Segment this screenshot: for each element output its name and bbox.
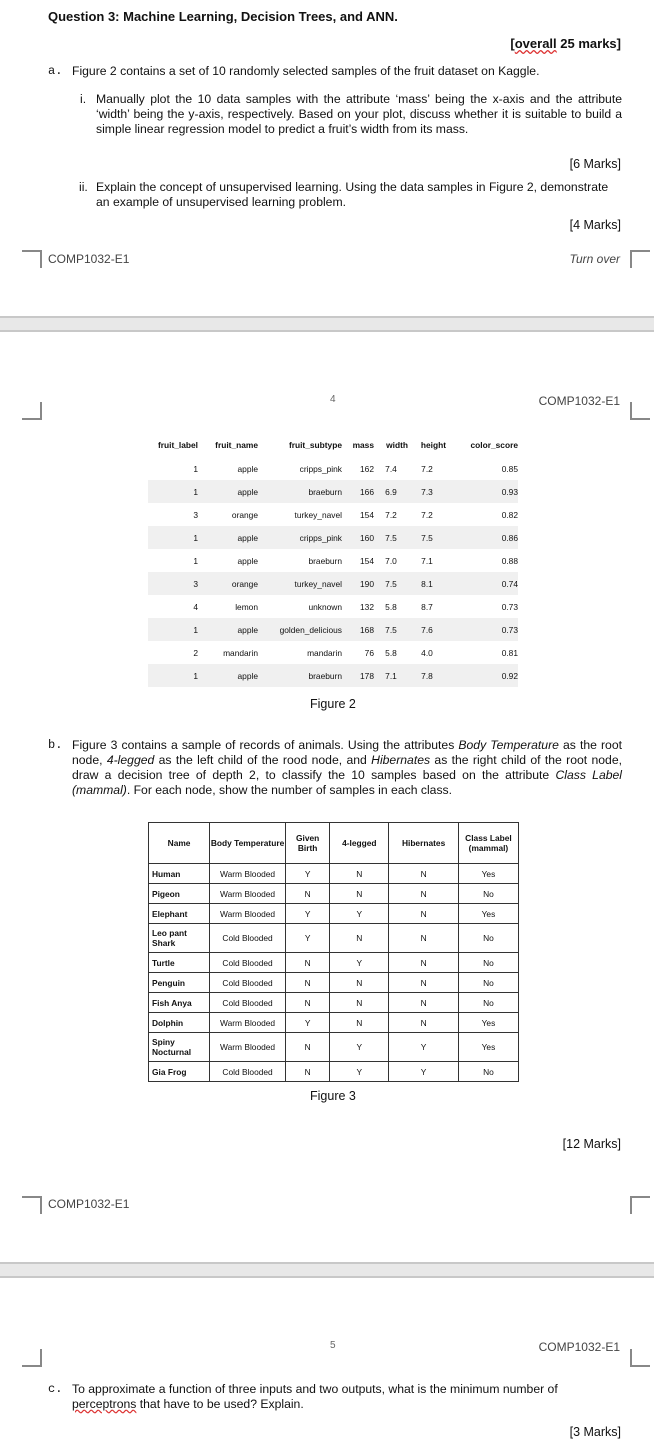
animal-table-cell: No bbox=[458, 953, 518, 973]
animal-table-row bbox=[149, 953, 519, 973]
fruit-table-cell: 162 bbox=[360, 463, 374, 474]
fruit-table-cell: turkey_navel bbox=[294, 509, 342, 520]
animal-table-cell: Yes bbox=[458, 864, 518, 884]
animal-table-cell: Y bbox=[286, 1013, 330, 1033]
animal-table-cell: No bbox=[458, 1062, 518, 1082]
fruit-table-row bbox=[148, 618, 518, 641]
fruit-table-cell: 0.81 bbox=[501, 647, 518, 658]
page-corner-mark bbox=[22, 402, 42, 420]
fruit-table-cell: 0.73 bbox=[446, 618, 518, 641]
part-c-marks: [3 Marks] bbox=[569, 1425, 621, 1439]
fruit-table-row bbox=[148, 572, 518, 595]
figure2-caption: Figure 2 bbox=[310, 697, 356, 711]
part-a-i-marks: [6 Marks] bbox=[569, 157, 621, 171]
attr-class-label: Class Label (mammal) bbox=[72, 768, 622, 797]
animal-table-cell: Y bbox=[330, 1062, 389, 1082]
fruit-table-cell: 190 bbox=[342, 572, 374, 595]
page-number: 5 bbox=[330, 1340, 336, 1351]
page-corner-mark bbox=[22, 1349, 42, 1367]
animal-table-header bbox=[149, 823, 519, 864]
fruit-table-cell: orange bbox=[231, 509, 258, 520]
animal-name-cell: Dolphin bbox=[149, 1013, 210, 1033]
fruit-table-cell: 178 bbox=[342, 664, 374, 687]
animal-table-row bbox=[149, 973, 519, 993]
animal-name-cell: Leo pant Shark bbox=[149, 924, 210, 953]
fruit-table-cell: 0.92 bbox=[446, 664, 518, 687]
fruit-table-cell: apple bbox=[237, 555, 258, 566]
part-b-text-segment: . For each node, show the number of samples in each class. bbox=[126, 783, 453, 797]
misspelled-word: perceptrons bbox=[72, 1397, 137, 1411]
part-b-text-segment: as the left child of the rood node, and bbox=[154, 753, 372, 767]
page-separator bbox=[0, 1262, 654, 1278]
animal-table-cell: N bbox=[330, 973, 389, 993]
page-separator bbox=[0, 316, 654, 332]
animal-table-cell: N bbox=[330, 864, 389, 884]
fruit-table-cell: apple bbox=[198, 664, 258, 687]
fruit-table-cell: 6.9 bbox=[374, 480, 408, 503]
animal-table-cell: No bbox=[458, 993, 518, 1013]
animal-data-table bbox=[148, 822, 519, 1082]
animal-name-cell: Turtle bbox=[149, 953, 210, 973]
animal-table-cell: N bbox=[330, 924, 389, 953]
fruit-table-cell: apple bbox=[198, 526, 258, 549]
animal-table-cell: Y bbox=[286, 864, 330, 884]
animal-name-cell: Elephant bbox=[149, 904, 210, 924]
part-b-marks: [12 Marks] bbox=[562, 1137, 621, 1151]
fruit-table-cell: 160 bbox=[342, 526, 374, 549]
page-corner-mark bbox=[22, 250, 42, 268]
fruit-table-cell: 0.74 bbox=[446, 572, 518, 595]
fruit-table-cell: 7.1 bbox=[421, 555, 433, 566]
fruit-table-cell: 7.6 bbox=[408, 618, 446, 641]
col-header: Hibernates bbox=[389, 823, 459, 864]
animal-table-cell: Yes bbox=[458, 904, 518, 924]
part-b-text-segment: as the root node, bbox=[72, 738, 622, 767]
animal-table-cell: No bbox=[458, 884, 518, 904]
page-corner-mark bbox=[630, 1349, 650, 1367]
animal-table-cell: N bbox=[330, 993, 389, 1013]
animal-table-row bbox=[149, 1033, 519, 1062]
part-b-letter: b. bbox=[48, 738, 63, 752]
col-header: width bbox=[386, 440, 408, 450]
col-header: fruit_subtype bbox=[288, 440, 342, 450]
part-b-text-segment: as the right child of the root node, draw a decision tree of depth 2, to classify the 10 samples based on the attribute bbox=[72, 753, 622, 782]
animal-table-row bbox=[149, 993, 519, 1013]
animal-table-cell: Cold Blooded bbox=[210, 924, 286, 953]
page-corner-mark bbox=[630, 1196, 650, 1214]
animal-table-cell: N bbox=[389, 884, 459, 904]
fruit-table-cell: 0.73 bbox=[501, 601, 518, 612]
page-number: 4 bbox=[330, 394, 336, 405]
fruit-table-cell: 1 bbox=[148, 526, 198, 549]
overall-marks: [overall 25 marks] bbox=[510, 36, 621, 51]
part-c-text-segment: To approximate a function of three inputs and two outputs, what is the minimum number of bbox=[72, 1382, 558, 1396]
animal-table-cell: Warm Blooded bbox=[210, 1013, 286, 1033]
fruit-table-cell: 132 bbox=[360, 601, 374, 612]
part-a-ii-text: Explain the concept of unsupervised learning. Using the data samples in Figure 2, demonstrate an example of unsupervised learning problem. bbox=[96, 180, 609, 209]
animal-table-cell: Y bbox=[286, 904, 330, 924]
col-header: 4-legged bbox=[330, 823, 389, 864]
animal-name-cell: Fish Anya bbox=[149, 993, 210, 1013]
animal-table-cell: Warm Blooded bbox=[210, 884, 286, 904]
animal-table-cell: N bbox=[389, 973, 459, 993]
fruit-table-cell: 8.1 bbox=[408, 572, 446, 595]
fruit-data-table bbox=[148, 433, 518, 687]
animal-table-cell: N bbox=[286, 1033, 330, 1062]
fruit-table-row bbox=[148, 526, 518, 549]
question-title: Question 3: Machine Learning, Decision Trees, and ANN. bbox=[48, 9, 398, 24]
fruit-table-cell: 7.5 bbox=[374, 526, 408, 549]
col-header: mass bbox=[352, 440, 374, 450]
fruit-table-cell: 166 bbox=[342, 480, 374, 503]
animal-table-row bbox=[149, 1013, 519, 1033]
fruit-table-cell: mandarin bbox=[307, 647, 342, 658]
fruit-table-cell: 154 bbox=[360, 555, 374, 566]
fruit-table-cell: 7.2 bbox=[421, 463, 433, 474]
turn-over-label: Turn over bbox=[569, 252, 620, 266]
col-header: fruit_label bbox=[157, 440, 198, 450]
col-header: height bbox=[420, 440, 446, 450]
animal-table-row bbox=[149, 884, 519, 904]
animal-table-row bbox=[149, 864, 519, 884]
fruit-table-cell: 7.2 bbox=[421, 509, 433, 520]
fruit-table-cell: 4 bbox=[193, 601, 198, 612]
animal-table-row bbox=[149, 904, 519, 924]
fruit-table-row bbox=[148, 664, 518, 687]
fruit-table-cell: 7.5 bbox=[408, 526, 446, 549]
animal-name-cell: Penguin bbox=[149, 973, 210, 993]
fruit-table-cell: 0.82 bbox=[501, 509, 518, 520]
fruit-table-row bbox=[148, 457, 518, 480]
fruit-table-cell: orange bbox=[198, 572, 258, 595]
animal-table-cell: Y bbox=[286, 924, 330, 953]
fruit-table-cell: 3 bbox=[193, 509, 198, 520]
fruit-table-row bbox=[148, 480, 518, 503]
overall-marks-value: 25 marks bbox=[556, 36, 617, 51]
animal-table-cell: No bbox=[458, 973, 518, 993]
part-a-text: Figure 2 contains a set of 10 randomly selected samples of the fruit dataset on Kaggle. bbox=[72, 64, 540, 78]
fruit-table-cell: braeburn bbox=[308, 555, 342, 566]
animal-table-cell: Warm Blooded bbox=[210, 864, 286, 884]
page-corner-mark bbox=[630, 250, 650, 268]
animal-table-cell: N bbox=[286, 993, 330, 1013]
fruit-table-cell: 1 bbox=[193, 555, 198, 566]
animal-name-cell: Human bbox=[149, 864, 210, 884]
animal-table-cell: Cold Blooded bbox=[210, 973, 286, 993]
animal-table-cell: Cold Blooded bbox=[210, 953, 286, 973]
fruit-table-row bbox=[148, 503, 518, 526]
animal-table-cell: Y bbox=[389, 1033, 459, 1062]
animal-name-cell: Gia Frog bbox=[149, 1062, 210, 1082]
fruit-table-row bbox=[148, 641, 518, 664]
col-header: Class Label (mammal) bbox=[458, 823, 518, 864]
fruit-table-cell: 7.5 bbox=[374, 572, 408, 595]
part-a-ii-marks: [4 Marks] bbox=[569, 218, 621, 232]
fruit-table-cell: 0.85 bbox=[501, 463, 518, 474]
fruit-table-cell: 1 bbox=[148, 480, 198, 503]
fruit-table-cell: 7.4 bbox=[385, 463, 397, 474]
animal-table-cell: Y bbox=[389, 1062, 459, 1082]
fruit-table-cell: lemon bbox=[235, 601, 258, 612]
animal-table-cell: Y bbox=[330, 953, 389, 973]
page2-footer-code: COMP1032-E1 bbox=[48, 1197, 130, 1211]
part-a-letter: a. bbox=[48, 64, 63, 78]
page-corner-mark bbox=[22, 1196, 42, 1214]
col-header: Name bbox=[149, 823, 210, 864]
animal-table-row bbox=[149, 1062, 519, 1082]
part-b-text bbox=[72, 738, 622, 798]
fruit-table-cell: 7.1 bbox=[374, 664, 408, 687]
animal-table-cell: Warm Blooded bbox=[210, 904, 286, 924]
animal-table-cell: N bbox=[286, 884, 330, 904]
fruit-table-cell: 76 bbox=[364, 647, 374, 658]
fruit-table-cell: 3 bbox=[148, 572, 198, 595]
animal-table-cell: N bbox=[389, 953, 459, 973]
animal-name-cell: Spiny Nocturnal bbox=[149, 1033, 210, 1062]
animal-table-cell: Yes bbox=[458, 1033, 518, 1062]
animal-table-cell: N bbox=[389, 924, 459, 953]
fruit-table-row bbox=[148, 549, 518, 572]
fruit-table-cell: 5.8 bbox=[385, 601, 397, 612]
fruit-table-cell: 7.8 bbox=[408, 664, 446, 687]
animal-table-cell: Warm Blooded bbox=[210, 1033, 286, 1062]
animal-table-cell: No bbox=[458, 924, 518, 953]
animal-table-cell: Y bbox=[330, 1033, 389, 1062]
col-header: color_score bbox=[470, 440, 518, 450]
animal-table-cell: N bbox=[389, 1013, 459, 1033]
fruit-table-row bbox=[148, 595, 518, 618]
page1-footer-code: COMP1032-E1 bbox=[48, 252, 130, 266]
animal-table-cell: Cold Blooded bbox=[210, 1062, 286, 1082]
fruit-table-cell: 0.86 bbox=[446, 526, 518, 549]
attr-4-legged: 4-legged bbox=[106, 753, 155, 767]
fruit-table-cell: 154 bbox=[360, 509, 374, 520]
animal-table-cell: N bbox=[286, 973, 330, 993]
fruit-table-cell: apple bbox=[198, 618, 258, 641]
overall-word: overall bbox=[514, 36, 557, 51]
fruit-table-header bbox=[148, 433, 518, 457]
page3-header-code: COMP1032-E1 bbox=[538, 1340, 620, 1354]
fruit-table-cell: cripps_pink bbox=[258, 526, 342, 549]
col-header: Body Temperature bbox=[210, 823, 286, 864]
part-c-text bbox=[72, 1382, 624, 1412]
fruit-table-cell: unknown bbox=[308, 601, 342, 612]
fruit-table-cell: 7.2 bbox=[385, 509, 397, 520]
page-corner-mark bbox=[630, 402, 650, 420]
animal-table-cell: Y bbox=[330, 904, 389, 924]
fruit-table-cell: 8.7 bbox=[421, 601, 433, 612]
attr-body-temperature: Body Temperature bbox=[458, 738, 559, 752]
fruit-table-cell: 5.8 bbox=[385, 647, 397, 658]
page2-header-code: COMP1032-E1 bbox=[538, 394, 620, 408]
part-a-i-text: Manually plot the 10 data samples with the attribute ‘mass’ being the x-axis and the attribute ‘width’ being the y-axis, respectively. Based on your plot, discuss whether it is suitable to build a simple linear regression model to predict a fruit’s width from its mass. bbox=[96, 92, 622, 136]
fruit-table-cell: 7.3 bbox=[408, 480, 446, 503]
animal-table-cell: N bbox=[389, 993, 459, 1013]
figure3-caption: Figure 3 bbox=[310, 1089, 356, 1103]
fruit-table-cell: mandarin bbox=[223, 647, 258, 658]
animal-table-row bbox=[149, 924, 519, 953]
part-c-text-segment: that have to be used? Explain. bbox=[136, 1397, 304, 1411]
col-header: Given Birth bbox=[286, 823, 330, 864]
animal-table-cell: N bbox=[286, 953, 330, 973]
part-c-letter: c. bbox=[48, 1382, 63, 1396]
animal-table-cell: Cold Blooded bbox=[210, 993, 286, 1013]
fruit-table-cell: apple bbox=[237, 463, 258, 474]
animal-table-cell: N bbox=[389, 864, 459, 884]
fruit-table-cell: 4.0 bbox=[421, 647, 433, 658]
attr-hibernates: Hibernates bbox=[371, 753, 431, 767]
fruit-table-cell: 7.5 bbox=[374, 618, 408, 641]
part-b-text-segment: Figure 3 contains a sample of records of animals. Using the attributes bbox=[72, 738, 459, 752]
fruit-table-cell: cripps_pink bbox=[299, 463, 342, 474]
fruit-table-cell: apple bbox=[198, 480, 258, 503]
animal-name-cell: Pigeon bbox=[149, 884, 210, 904]
animal-table-cell: N bbox=[330, 884, 389, 904]
fruit-table-cell: braeburn bbox=[258, 480, 342, 503]
fruit-table-cell: 2 bbox=[193, 647, 198, 658]
part-a-i-number: i. bbox=[80, 92, 87, 106]
fruit-table-cell: 1 bbox=[148, 664, 198, 687]
fruit-table-cell: golden_delicious bbox=[258, 618, 342, 641]
animal-table-cell: N bbox=[286, 1062, 330, 1082]
animal-table-cell: N bbox=[389, 904, 459, 924]
animal-table-cell: N bbox=[330, 1013, 389, 1033]
fruit-table-cell: turkey_navel bbox=[258, 572, 342, 595]
col-header: fruit_name bbox=[215, 440, 258, 450]
fruit-table-cell: 7.0 bbox=[385, 555, 397, 566]
fruit-table-cell: 1 bbox=[148, 618, 198, 641]
part-a-ii-number: ii. bbox=[79, 180, 88, 194]
fruit-table-cell: braeburn bbox=[258, 664, 342, 687]
fruit-table-cell: 0.88 bbox=[501, 555, 518, 566]
fruit-table-cell: 1 bbox=[193, 463, 198, 474]
fruit-table-cell: 0.93 bbox=[446, 480, 518, 503]
animal-table-cell: Yes bbox=[458, 1013, 518, 1033]
fruit-table-cell: 168 bbox=[342, 618, 374, 641]
